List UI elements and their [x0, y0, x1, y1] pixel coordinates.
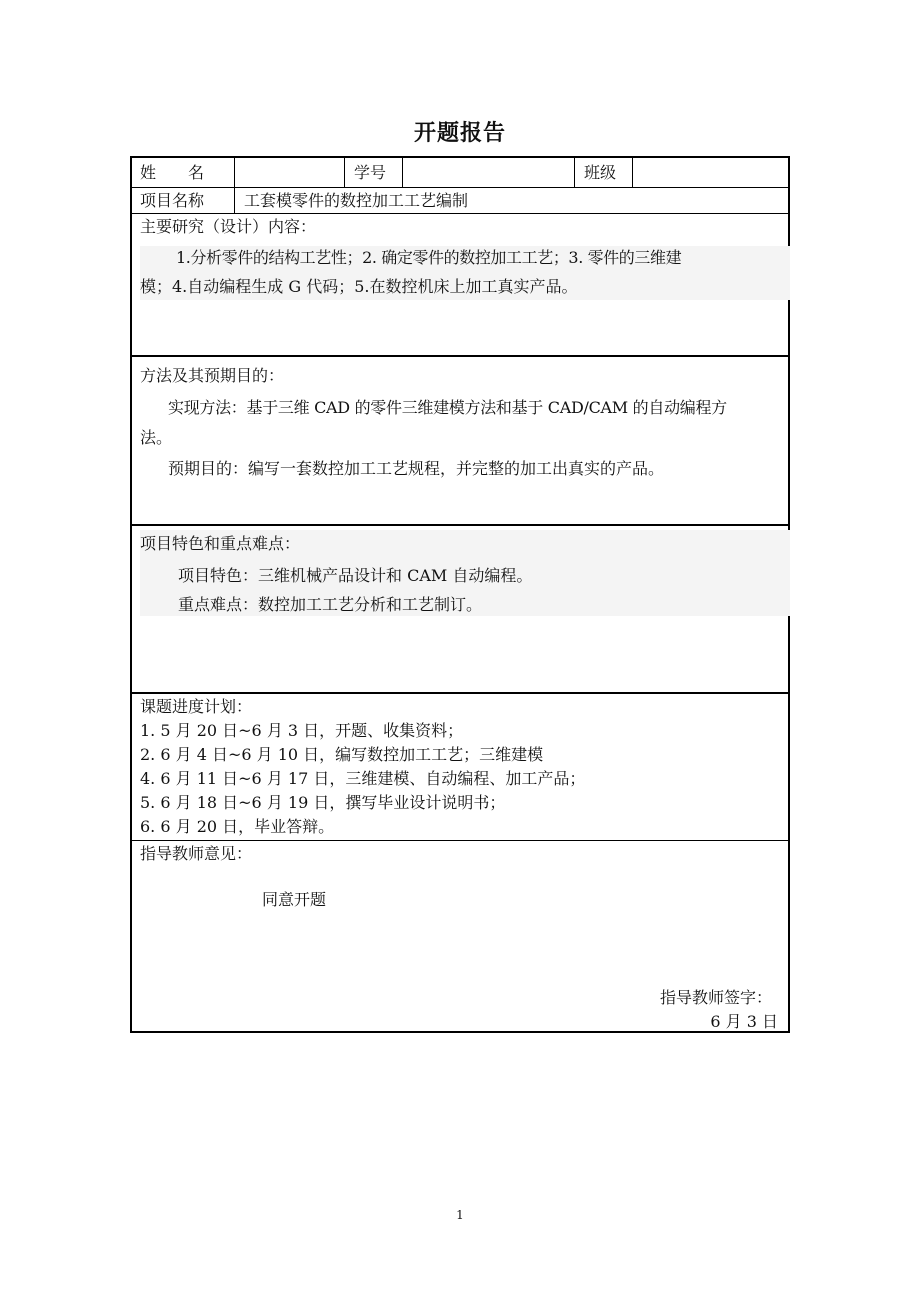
project-name-value: 工套模零件的数控加工工艺编制: [244, 191, 469, 210]
methods-line: 预期目的：编写一套数控加工工艺规程，并完整的加工出真实的产品。: [168, 459, 665, 478]
col-divider: [574, 158, 575, 187]
section-divider: [132, 355, 788, 357]
features-line: 重点难点：数控加工工艺分析和工艺制订。: [178, 595, 483, 614]
research-heading: 主要研究（设计）内容：: [140, 217, 317, 236]
class-label: 班级: [584, 163, 617, 182]
schedule-item: 6. 6 月 20 日，毕业答辩。: [140, 817, 335, 836]
report-table: [130, 156, 790, 1033]
section-divider: [132, 692, 788, 694]
schedule-item: 4. 6 月 11 日~6 月 17 日，三维建模、自动编程、加工产品；: [140, 769, 586, 788]
advisor-opinion: 同意开题: [262, 890, 327, 909]
student-id-label: 学号: [354, 163, 387, 182]
row-divider: [132, 187, 788, 188]
methods-line: 法。: [140, 428, 173, 447]
section-divider: [132, 840, 788, 841]
methods-heading: 方法及其预期目的：: [140, 366, 285, 385]
col-divider: [234, 158, 235, 187]
advisor-heading: 指导教师意见：: [140, 844, 253, 863]
document-title: 开题报告: [413, 121, 506, 146]
project-name-label: 项目名称: [140, 191, 205, 210]
advisor-date: 6 月 3 日: [710, 1012, 778, 1031]
schedule-heading: 课题进度计划：: [140, 697, 253, 716]
schedule-item: 1. 5 月 20 日~6 月 3 日，开题、收集资料；: [140, 721, 464, 740]
col-divider: [402, 158, 403, 187]
name-label: 姓 名: [140, 163, 205, 182]
schedule-item: 5. 6 月 18 日~6 月 19 日，撰写毕业设计说明书；: [140, 793, 506, 812]
research-line: 模；4.自动编程生成 G 代码；5.在数控机床上加工真实产品。: [140, 277, 578, 296]
methods-line: 实现方法：基于三维 CAD 的零件三维建模方法和基于 CAD/CAM 的自动编程方: [168, 398, 727, 417]
page-number: 1: [456, 1208, 464, 1222]
features-heading: 项目特色和重点难点：: [140, 534, 301, 553]
section-divider: [132, 524, 788, 526]
row-divider: [132, 213, 788, 214]
col-divider: [234, 187, 235, 213]
research-line: 1.分析零件的结构工艺性；2. 确定零件的数控加工工艺；3. 零件的三维建: [176, 248, 682, 267]
features-line: 项目特色：三维机械产品设计和 CAM 自动编程。: [178, 566, 533, 585]
col-divider: [632, 158, 633, 187]
col-divider: [344, 158, 345, 187]
schedule-item: 2. 6 月 4 日~6 月 10 日，编写数控加工工艺；三维建模: [140, 745, 544, 764]
advisor-signature-label: 指导教师签字：: [659, 988, 772, 1007]
